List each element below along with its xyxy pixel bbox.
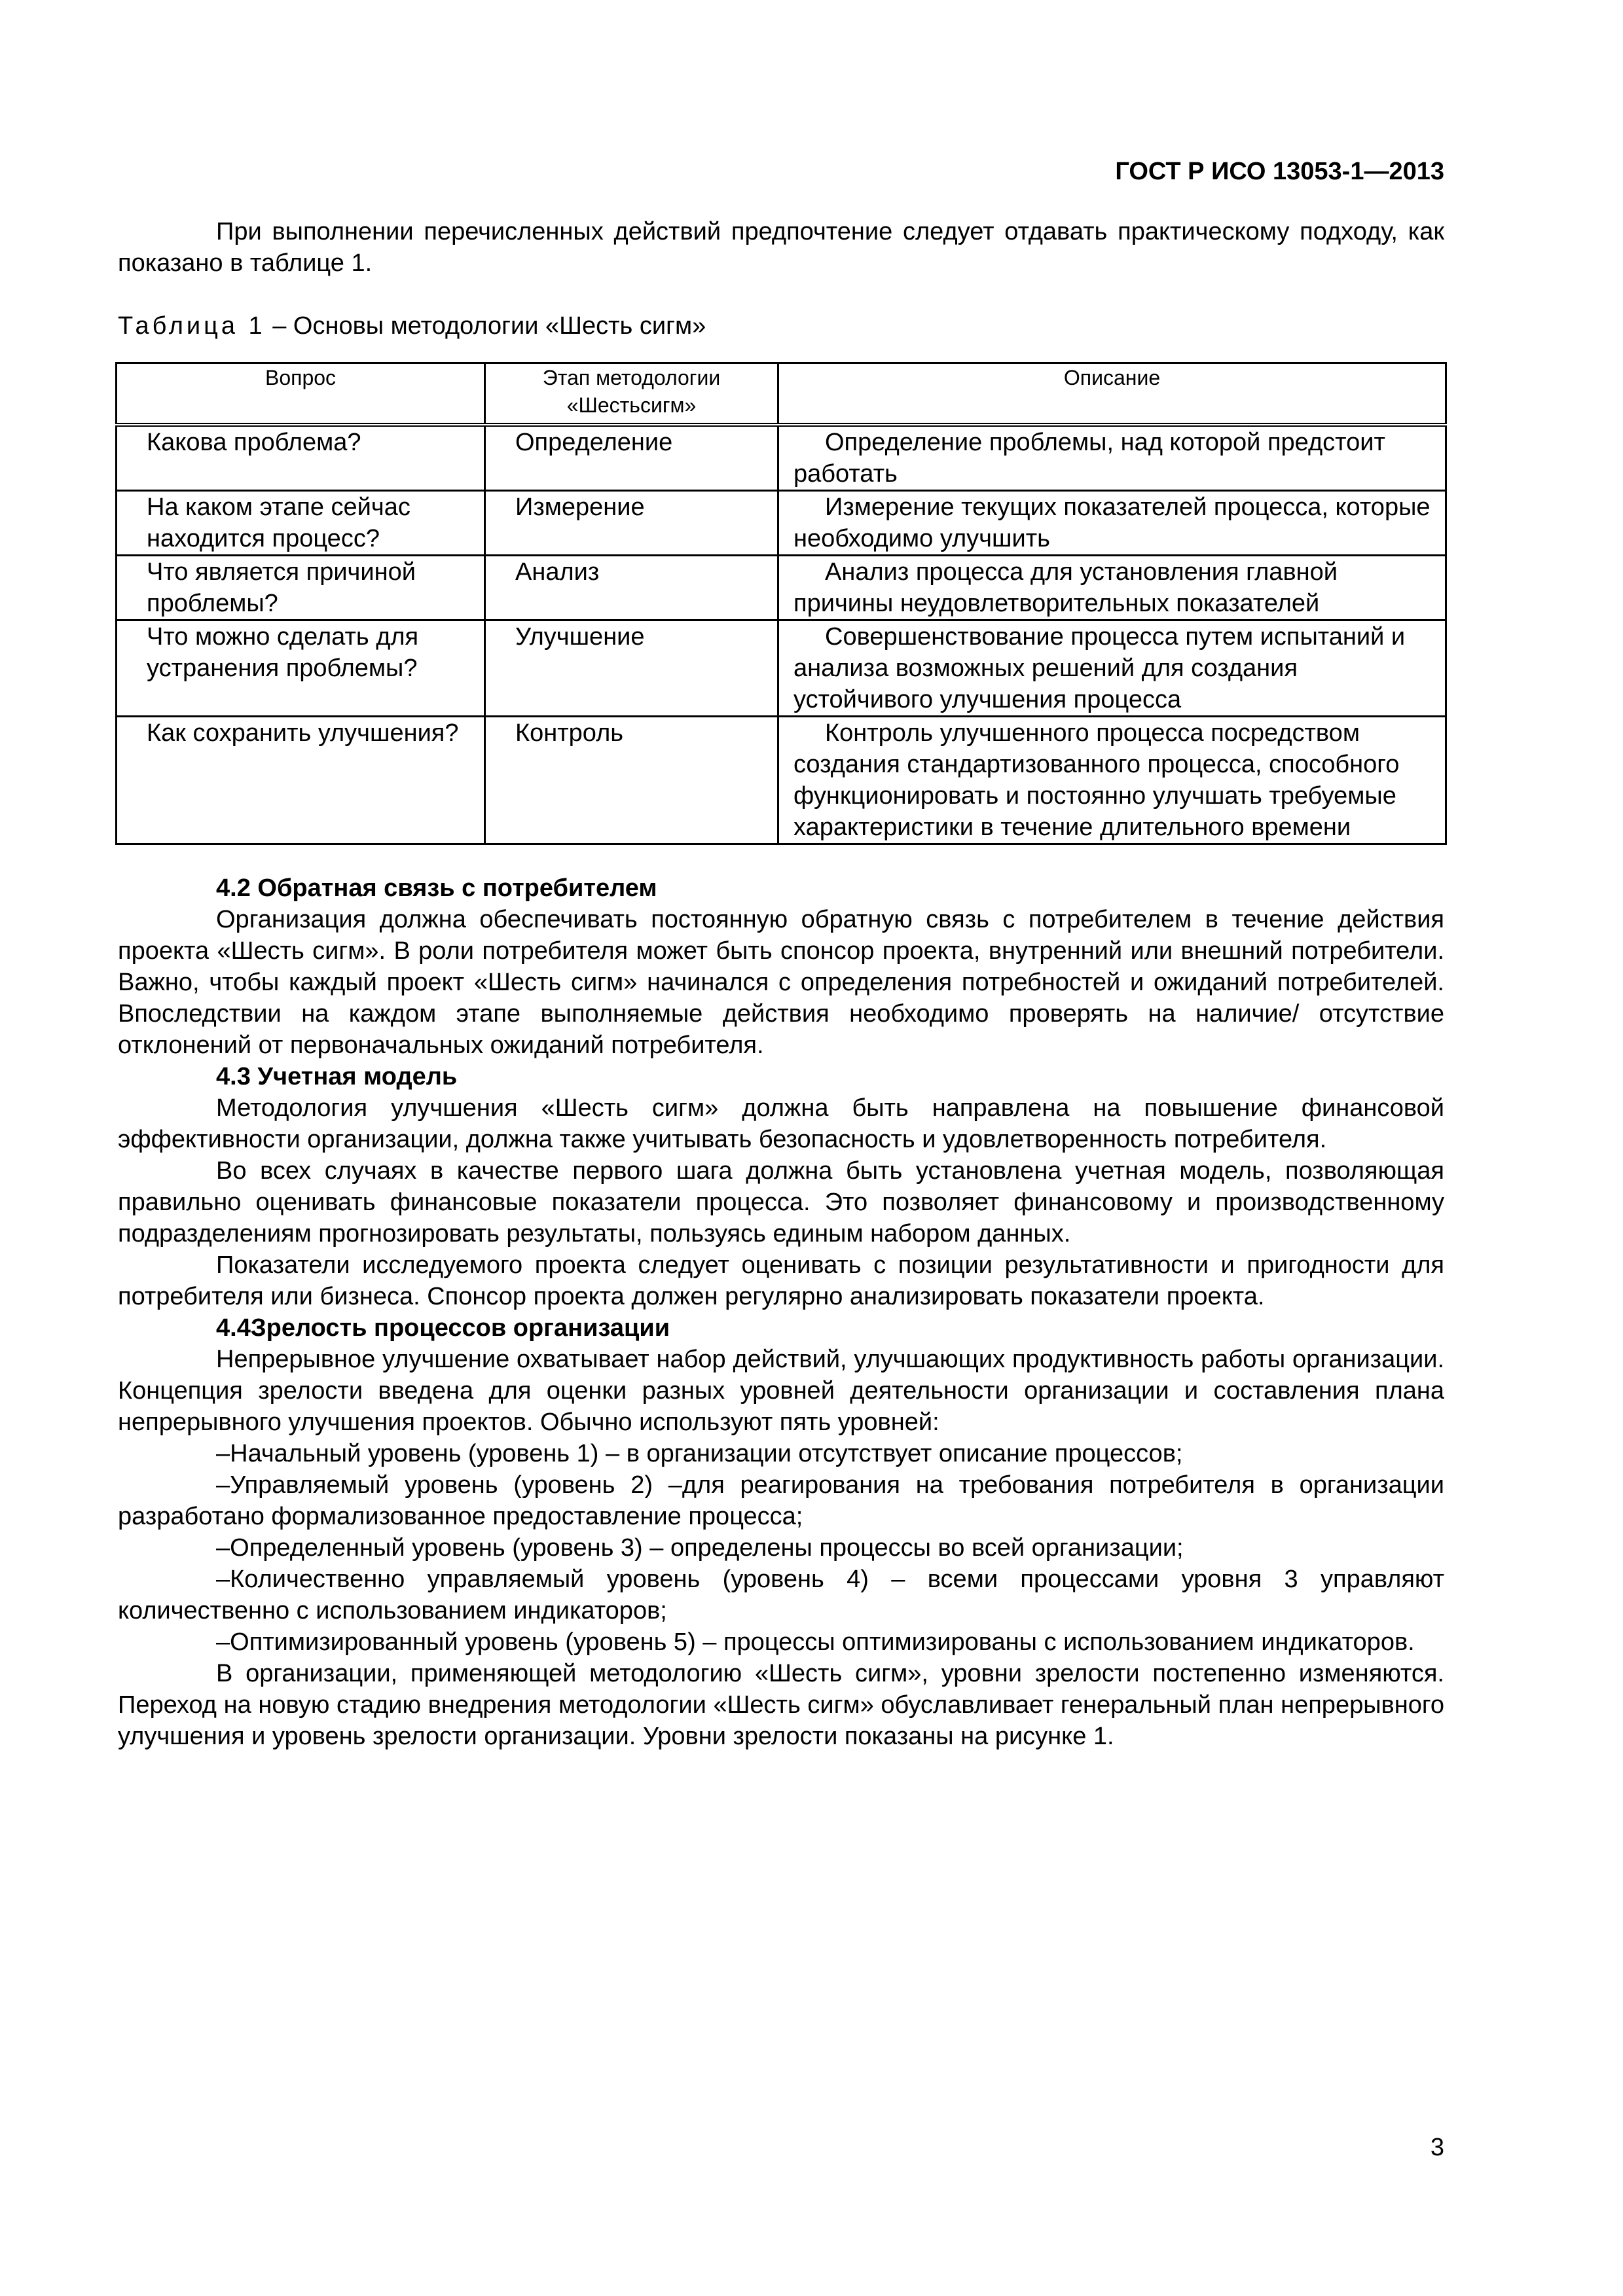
cell-stage: Анализ <box>485 556 778 620</box>
table-row <box>117 491 1446 556</box>
section-4-4-heading: 4.4Зрелость процессов организации <box>216 1314 670 1342</box>
maturity-level-item: –Определенный уровень (уровень 3) – определены процессы во всей организации; <box>216 1534 1184 1562</box>
header-question: Вопрос <box>117 363 485 425</box>
table-caption <box>118 310 706 342</box>
maturity-level-item: –Начальный уровень (уровень 1) – в организации отсутствует описание процессов; <box>216 1440 1183 1467</box>
section-4-4-paragraph-2: В организации, применяющей методологию «Шесть сигм», уровни зрелости постепенно изменяются. Переход на новую стадию внедрения методологии «Шесть сигм» обуславливает генеральный план непрерывного улучшения и уровень зрелости организации. Уровни зрелости показаны на рисунке 1. <box>118 1660 1444 1750</box>
description-text: Анализ процесса для установления главной причины неудовлетворительных показателей <box>793 558 1338 617</box>
intro-block <box>118 216 1444 279</box>
cell-description <box>778 491 1446 556</box>
maturity-level-item: –Управляемый уровень (уровень 2) –для реагирования на требования потребителя в организации разработано формализованное предоставление процесса; <box>118 1471 1444 1530</box>
section-4-2-paragraph: Организация должна обеспечивать постоянную обратную связь с потребителем в течение действия проекта «Шесть сигм». В роли потребителя может быть спонсор проекта, внутренний или внешний потребители. Важно, чтобы каждый проект «Шесть сигм» начинался с определения потребностей и ожиданий потребителей. Впоследствии на каждом этапе выполняемые действия необходимо проверять на наличие/ отсутствие отклонений от первоначальных ожиданий потребителя. <box>118 906 1444 1059</box>
cell-stage: Измерение <box>485 491 778 556</box>
intro-paragraph: При выполнении перечисленных действий предпочтение следует отдавать практическому подходу, как показано в таблице 1. <box>118 218 1444 277</box>
description-text: Совершенствование процесса путем испытаний и анализа возможных решений для создания устойчивого улучшения процесса <box>793 623 1406 713</box>
cell-stage: Улучшение <box>485 620 778 717</box>
section-4-3-paragraph-3: Показатели исследуемого проекта следует оценивать с позиции результативности и пригодности для потребителя или бизнеса. Спонсор проекта должен регулярно анализировать показатели проекта. <box>118 1251 1444 1310</box>
cell-description <box>778 717 1446 844</box>
page-number: 3 <box>1430 2134 1444 2161</box>
cell-question: Как сохранить улучшения? <box>117 717 485 844</box>
table-row <box>117 620 1446 717</box>
header-stage: Этап методологии «Шестьсигм» <box>485 363 778 425</box>
maturity-level-item: –Количественно управляемый уровень (уровень 4) – всеми процессами уровня 3 управляют количественно с использованием индикаторов; <box>118 1566 1444 1624</box>
cell-stage: Определение <box>485 425 778 491</box>
section-4-2-heading: 4.2 Обратная связь с потребителем <box>216 874 657 902</box>
description-text: Измерение текущих показателей процесса, которые необходимо улучшить <box>793 493 1431 552</box>
description-text: Определение проблемы, над которой предстоит работать <box>793 429 1385 488</box>
table-row <box>117 717 1446 844</box>
table-row <box>117 425 1446 491</box>
section-4-3-heading: 4.3 Учетная модель <box>216 1063 458 1090</box>
table-header-row <box>117 363 1446 425</box>
cell-description <box>778 556 1446 620</box>
section-4-4-paragraph-1: Непрерывное улучшение охватывает набор действий, улучшающих продуктивность работы организации. Концепция зрелости введена для оценки разных уровней деятельности организации и составления плана непрерывного улучшения проектов. Обычно используют пять уровней: <box>118 1346 1444 1436</box>
cell-question: Какова проблема? <box>117 425 485 491</box>
cell-question: Что можно сделать для устранения проблемы? <box>117 620 485 717</box>
cell-question: Что является причиной проблемы? <box>117 556 485 620</box>
maturity-level-item: –Оптимизированный уровень (уровень 5) – процессы оптимизированы с использованием индикаторов. <box>216 1628 1415 1656</box>
cell-question: На каком этапе сейчас находится процесс? <box>117 491 485 556</box>
description-text: Контроль улучшенного процесса посредством создания стандартизованного процесса, способного функционировать и постоянно улучшать требуемые характеристики в течение длительного времени <box>793 719 1400 841</box>
document-code: ГОСТ Р ИСО 13053-1—2013 <box>1115 158 1444 185</box>
header-description: Описание <box>778 363 1446 425</box>
cell-description <box>778 620 1446 717</box>
table-caption-label: Таблица 1 <box>118 312 266 340</box>
section-4-3-paragraph-2: Во всех случаях в качестве первого шага должна быть установлена учетная модель, позволяющая правильно оценивать финансовые показатели процесса. Это позволяет финансовому и производственному подразделениям прогнозировать результаты, пользуясь единым набором данных. <box>118 1157 1444 1247</box>
cell-stage: Контроль <box>485 717 778 844</box>
table-row <box>117 556 1446 620</box>
sections-block <box>118 872 1444 1752</box>
table-caption-title: – Основы методологии «Шесть сигм» <box>265 312 706 340</box>
six-sigma-table <box>115 362 1447 845</box>
cell-description <box>778 425 1446 491</box>
section-4-3-paragraph-1: Методология улучшения «Шесть сигм» должна быть направлена на повышение финансовой эффективности организации, должна также учитывать безопасность и удовлетворенность потребителя. <box>118 1094 1444 1153</box>
